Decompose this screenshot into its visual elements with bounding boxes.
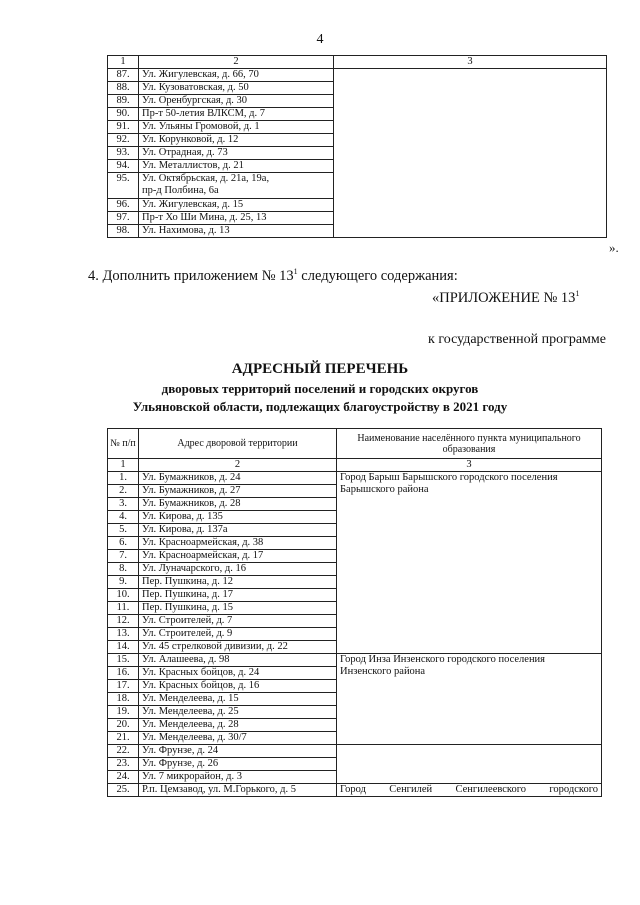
row-address: Пер. Пушкина, д. 12 (139, 576, 337, 589)
row-number: 11. (108, 602, 139, 615)
col-number-2: 2 (139, 459, 337, 472)
row-address: Ул. Ульяны Громовой, д. 1 (139, 121, 334, 134)
continued-table (107, 55, 607, 238)
row-address: Ул. Кирова, д. 135 (139, 511, 337, 524)
row-number: 6. (108, 537, 139, 550)
row-address: Ул. Кузоватовская, д. 50 (139, 82, 334, 95)
row-address: Ул. Строителей, д. 7 (139, 615, 337, 628)
table-row (108, 69, 607, 82)
row-address: Ул. Бумажников, д. 24 (139, 472, 337, 485)
row-number: 20. (108, 719, 139, 732)
instruction-text (88, 268, 458, 285)
row-address: Ул. Фрунзе, д. 26 (139, 758, 337, 771)
col-number-1: 1 (108, 56, 139, 69)
row-number: 12. (108, 615, 139, 628)
row-number: 14. (108, 641, 139, 654)
row-address: Ул. Строителей, д. 9 (139, 628, 337, 641)
row-number: 88. (108, 82, 139, 95)
row-number: 4. (108, 511, 139, 524)
row-address: Ул. Фрунзе, д. 24 (139, 745, 337, 758)
row-number: 15. (108, 654, 139, 667)
row-address: Ул. Отрадная, д. 73 (139, 147, 334, 160)
row-number: 95. (108, 173, 139, 199)
row-address: Ул. Металлистов, д. 21 (139, 160, 334, 173)
table-colnum-row (108, 459, 602, 472)
instruction-sup: 1 (293, 267, 298, 277)
row-address-line2: пр-д Полбина, 6а (142, 185, 219, 196)
row-address: Ул. Луначарского, д. 16 (139, 563, 337, 576)
row-number: 90. (108, 108, 139, 121)
settlement-cell (334, 69, 607, 238)
row-address: Пер. Пушкина, д. 17 (139, 589, 337, 602)
row-number: 92. (108, 134, 139, 147)
row-address: Р.п. Цемзавод, ул. М.Горького, д. 5 (139, 784, 337, 797)
header-address: Адрес дворовой территории (139, 429, 337, 459)
row-number: 9. (108, 576, 139, 589)
table-row (108, 472, 602, 485)
col-number-3: 3 (334, 56, 607, 69)
row-address: Ул. Кирова, д. 137а (139, 524, 337, 537)
table-row (108, 745, 602, 758)
appendix-title-sup: 1 (575, 289, 580, 299)
col-number-1: 1 (108, 459, 139, 472)
row-number: 21. (108, 732, 139, 745)
instruction-main: 4. Дополнить приложением № 13 (88, 268, 294, 284)
settlement-sengiley: Город Сенгилей Сенгилеевского городского (337, 784, 602, 797)
row-address-line1: Ул. Октябрьская, д. 21а, 19а, (142, 173, 270, 184)
row-number: 94. (108, 160, 139, 173)
row-address: Ул. Красных бойцов, д. 24 (139, 667, 337, 680)
row-address: Ул. Жигулевская, д. 15 (139, 199, 334, 212)
instruction-tail: следующего содержания: (297, 268, 458, 284)
row-number: 93. (108, 147, 139, 160)
document-title: АДРЕСНЫЙ ПЕРЕЧЕНЬ (231, 361, 409, 377)
header-number: № п/п (108, 429, 139, 459)
row-number: 2. (108, 485, 139, 498)
row-number: 7. (108, 550, 139, 563)
page-number: 4 (316, 32, 324, 47)
row-number: 17. (108, 680, 139, 693)
settlement-inza: Город Инза Инзенского городского поселения Инзенского района (337, 654, 602, 745)
table-header-row (108, 56, 607, 69)
row-address: Ул. Менделеева, д. 25 (139, 706, 337, 719)
row-address: Ул. Жигулевская, д. 66, 70 (139, 69, 334, 82)
row-number: 97. (108, 212, 139, 225)
row-number: 23. (108, 758, 139, 771)
row-address: Ул. Менделеева, д. 30/7 (139, 732, 337, 745)
row-address: Ул. Алашеева, д. 98 (139, 654, 337, 667)
settlement-baryish: Город Барыш Барышского городского поселения Барышского района (337, 472, 602, 654)
row-number: 18. (108, 693, 139, 706)
document-subtitle-line2: Ульяновской области, подлежащих благоустройству в 2021 году (132, 399, 508, 414)
row-address: Ул. Красноармейская, д. 38 (139, 537, 337, 550)
table-row (108, 654, 602, 667)
row-number: 3. (108, 498, 139, 511)
row-number: 22. (108, 745, 139, 758)
row-address: Пер. Пушкина, д. 15 (139, 602, 337, 615)
col-number-3: 3 (337, 459, 602, 472)
row-address: Пр-т 50-летия ВЛКСМ, д. 7 (139, 108, 334, 121)
row-number: 87. (108, 69, 139, 82)
row-number: 25. (108, 784, 139, 797)
row-number: 8. (108, 563, 139, 576)
row-address: Ул. 45 стрелковой дивизии, д. 22 (139, 641, 337, 654)
closing-quote: ». (609, 240, 619, 255)
appendix-title (432, 290, 579, 307)
row-number: 13. (108, 628, 139, 641)
row-address: Ул. Менделеева, д. 15 (139, 693, 337, 706)
row-number: 96. (108, 199, 139, 212)
table-row (108, 784, 602, 797)
row-number: 16. (108, 667, 139, 680)
row-address: Ул. Менделеева, д. 28 (139, 719, 337, 732)
header-settlement: Наименование населённого пункта муниципального образования (337, 429, 602, 459)
row-address: Пр-т Хо Ши Мина, д. 25, 13 (139, 212, 334, 225)
row-number: 98. (108, 225, 139, 238)
col-number-2: 2 (139, 56, 334, 69)
row-number: 1. (108, 472, 139, 485)
settlement-blank (337, 745, 602, 784)
row-address: Ул. Нахимова, д. 13 (139, 225, 334, 238)
row-address (139, 173, 334, 199)
table-header-row (108, 429, 602, 459)
address-table (107, 428, 602, 797)
row-address: Ул. Бумажников, д. 28 (139, 498, 337, 511)
row-address: Ул. Красных бойцов, д. 16 (139, 680, 337, 693)
row-number: 89. (108, 95, 139, 108)
row-address: Ул. Красноармейская, д. 17 (139, 550, 337, 563)
row-number: 10. (108, 589, 139, 602)
row-address: Ул. Бумажников, д. 27 (139, 485, 337, 498)
row-address: Ул. 7 микрорайон, д. 3 (139, 771, 337, 784)
document-subtitle-line1: дворовых территорий поселений и городских округов (161, 381, 479, 396)
row-number: 5. (108, 524, 139, 537)
row-number: 24. (108, 771, 139, 784)
row-number: 19. (108, 706, 139, 719)
row-number: 91. (108, 121, 139, 134)
appendix-subtitle: к государственной программе (428, 332, 606, 347)
appendix-title-text: «ПРИЛОЖЕНИЕ № 13 (432, 290, 576, 306)
row-address: Ул. Оренбургская, д. 30 (139, 95, 334, 108)
row-address: Ул. Корунковой, д. 12 (139, 134, 334, 147)
